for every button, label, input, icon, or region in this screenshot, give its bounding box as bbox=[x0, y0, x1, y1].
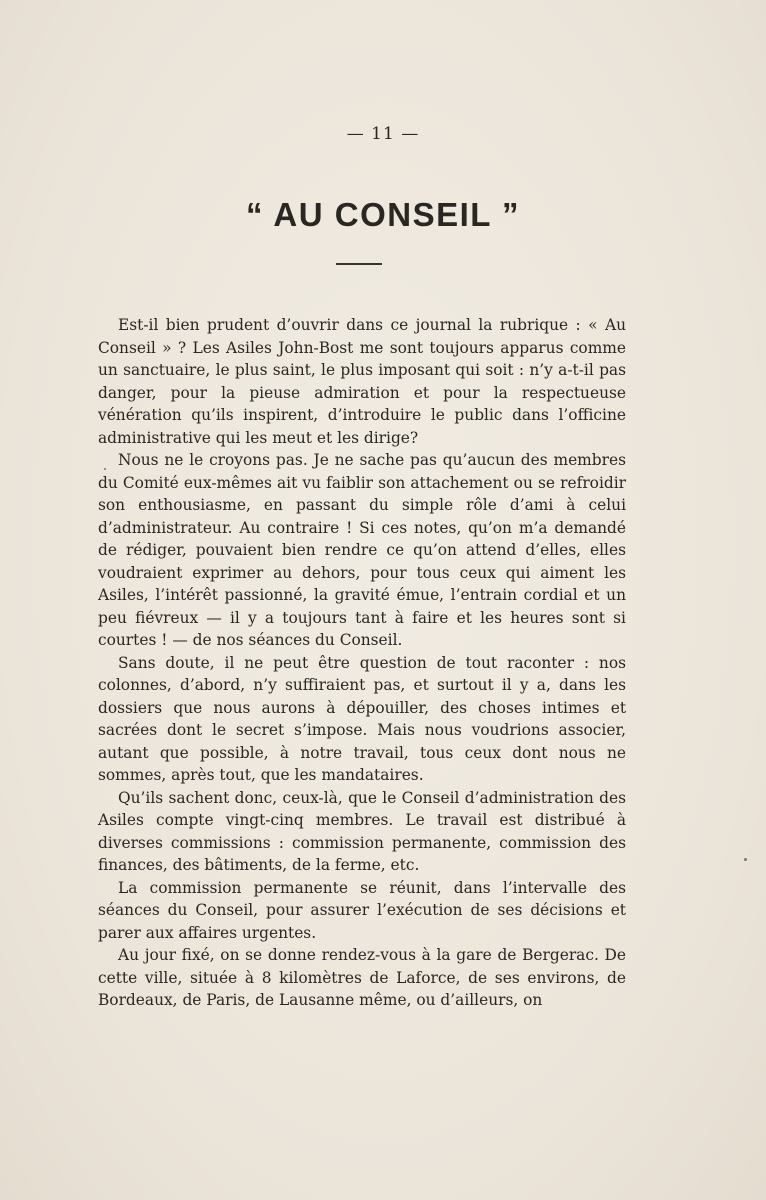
page-title: “ AU CONSEIL ” bbox=[245, 196, 521, 233]
title-divider bbox=[336, 263, 382, 265]
paper-speck bbox=[104, 468, 106, 470]
paper-speck bbox=[744, 858, 747, 861]
paragraph: Est-il bien prudent d’ouvrir dans ce journal la rubrique : « Au Conseil » ? Les Asiles John-Bost me sont toujours apparus comme un sanctuaire, le plus saint, le plus imposant qui soit : n’y a-t-il pas danger, pour la pieuse admiration et pour la respectueuse vénération qu’ils inspirent, d’introduire le public dans l’officine administrative qui les meut et les dirige? bbox=[98, 316, 626, 447]
paragraph: Sans doute, il ne peut être question de tout raconter : nos colonnes, d’abord, n’y suffiraient pas, et surtout il y a, dans les dossiers que nous aurons à dépouiller, des choses intimes et sacrées dont le secret s’impose. Mais nous voudrions associer, autant que possible, à notre travail, tous ceux dont nous ne sommes, après tout, que les mandataires. bbox=[98, 653, 626, 784]
article-body bbox=[98, 314, 626, 1012]
paragraph: La commission permanente se réunit, dans l’intervalle des séances du Conseil, pour assurer l’exécution de ses décisions et parer aux affaires urgentes. bbox=[98, 878, 626, 942]
paragraph: Nous ne le croyons pas. Je ne sache pas qu’aucun des membres du Comité eux-mêmes ait vu faiblir son attachement ou se refroidir son enthousiasme, en passant du simple rôle d’ami à celui d’administrateur. Au contraire ! Si ces notes, qu’on m’a demandé de rédiger, pouvaient bien rendre ce qu’on attend d’elles, elles voudraient exprimer au dehors, pour tous ceux qui aiment les Asiles, l’intérêt passionné, la gravité émue, l’entrain cordial et un peu fiévreux — il y a toujours tant à faire et les heures sont si courtes ! — de nos séances du Conseil. bbox=[98, 451, 626, 649]
page-number: — 11 — bbox=[346, 124, 420, 144]
paragraph: Qu’ils sachent donc, ceux-là, que le Conseil d’administration des Asiles compte vingt-cinq membres. Le travail est distribué à diverses commissions : commission permanente, commission des finances, des bâtiments, de la ferme, etc. bbox=[98, 788, 626, 874]
paragraph: Au jour fixé, on se donne rendez-vous à la gare de Bergerac. De cette ville, située à 8 kilomètres de Laforce, de ses environs, de Bordeaux, de Paris, de Lausanne même, ou d’ailleurs, on bbox=[98, 946, 626, 1009]
